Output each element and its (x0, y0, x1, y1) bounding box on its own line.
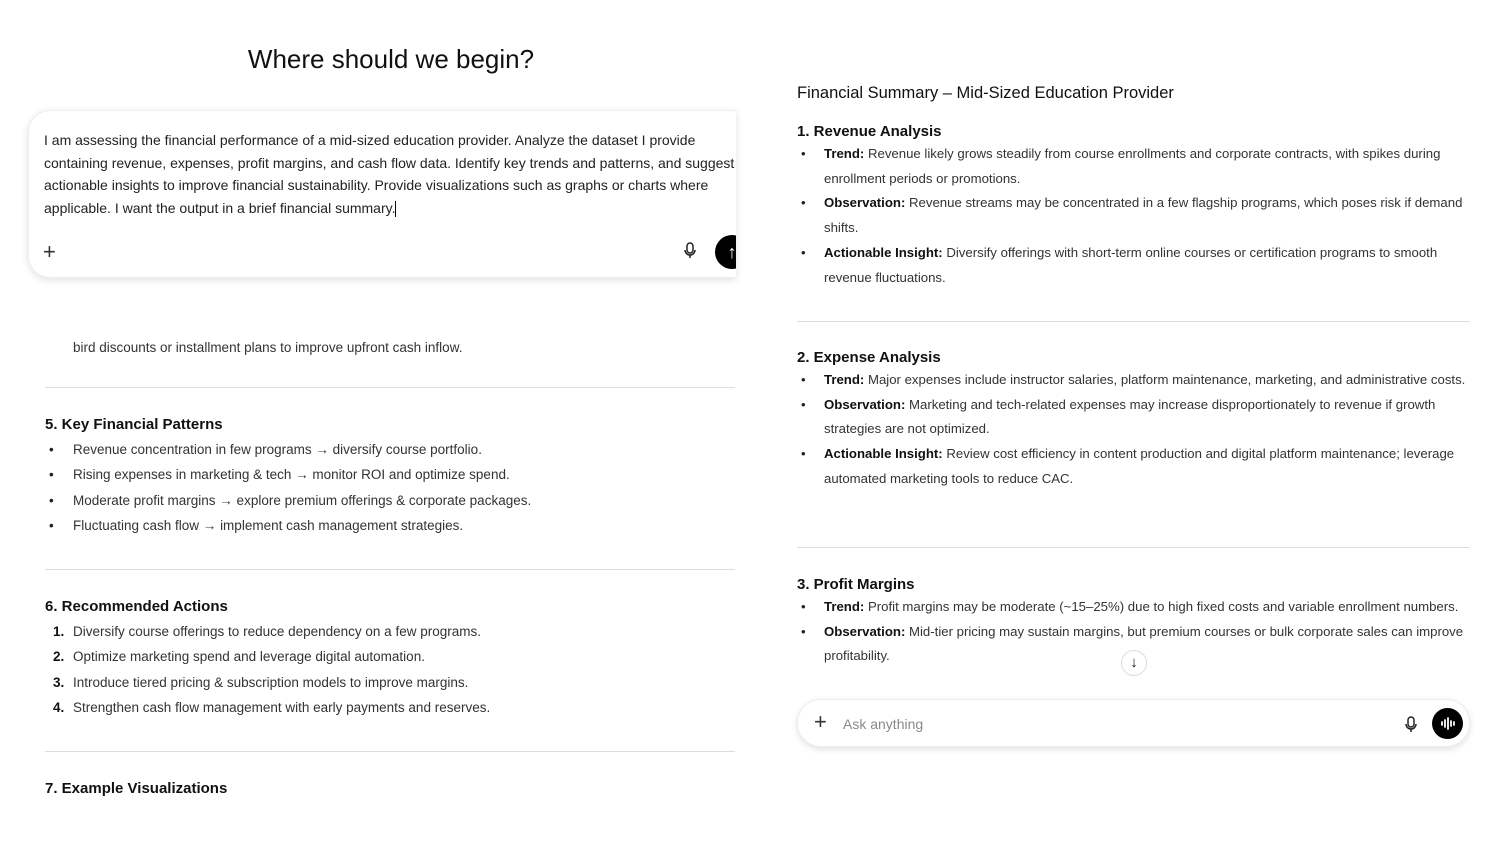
chat-input-placeholder[interactable]: Ask anything (843, 716, 924, 732)
list-item (797, 595, 1469, 620)
item-label: Observation: (824, 623, 906, 639)
list-item: • Moderate profit margins → explore premium offerings & corporate packages. (45, 488, 735, 513)
list-item: • Rising expenses in marketing & tech → monitor ROI and optimize spend. (45, 462, 735, 487)
summary-section (797, 349, 1469, 492)
scroll-down-button[interactable]: ↓ (1121, 650, 1147, 676)
item-text: Diversify offerings with short-term online courses or certification programs to smooth revenue fluctuations. (824, 244, 1438, 285)
divider (45, 387, 735, 388)
section-heading: 5. Key Financial Patterns (45, 416, 223, 433)
add-attachment-icon[interactable]: + (814, 709, 827, 734)
section-heading: 1. Revenue Analysis (797, 123, 942, 140)
partial-text: bird discounts or installment plans to improve upfront cash inflow. (73, 340, 463, 355)
section-heading: 6. Recommended Actions (45, 598, 228, 615)
list-item (797, 442, 1469, 491)
send-button[interactable]: ↑ (715, 235, 736, 269)
item-text: Marketing and tech-related expenses may increase disproportionately to revenue if growth strategies are not optimized. (824, 396, 1436, 437)
microphone-icon[interactable] (1405, 716, 1417, 738)
chat-input[interactable] (797, 699, 1470, 747)
prompt-composer[interactable] (28, 110, 736, 278)
section-heading: 7. Example Visualizations (45, 780, 228, 797)
waveform-icon (1432, 708, 1463, 739)
voice-mode-button[interactable] (1432, 708, 1463, 739)
item-number: 4. (53, 699, 65, 715)
list-item: • Revenue concentration in few programs → diversify course portfolio. (45, 437, 735, 462)
item-text: Diversify course offerings to reduce dependency on a few programs. (73, 624, 481, 639)
microphone-icon[interactable] (684, 242, 696, 264)
item-text: Revenue likely grows steadily from course enrollments and corporate contracts, with spikes during enrollment periods or promotions. (824, 146, 1441, 186)
summary-title: Financial Summary – Mid-Sized Education Provider (797, 84, 1174, 102)
item-text: Revenue streams may be concentrated in a few flagship programs, which poses risk if demand shifts. (824, 195, 1463, 236)
item-label: Actionable Insight: (824, 244, 943, 260)
divider (797, 547, 1470, 548)
section-heading: 2. Expense Analysis (797, 349, 941, 366)
list-item (45, 695, 735, 720)
item-label: Observation: (824, 195, 906, 211)
item-number: 1. (53, 624, 65, 639)
prompt-text: I am assessing the financial performance of a mid-sized education provider. Analyze the dataset I provide containing revenue, expenses, profit margins, and cash flow data. Identify key trends and patterns, and suggest actionable insights to improve financial sustainability. Provide visualizations such as graphs or charts where applicable. I want the output in a brief financial summary. (44, 132, 735, 217)
list-item (45, 670, 735, 695)
list-item (797, 368, 1469, 393)
section-heading: 3. Profit Margins (797, 576, 915, 593)
item-number: 2. (53, 649, 65, 665)
list-item (45, 619, 735, 644)
item-text: Strengthen cash flow management with early payments and reserves. (73, 699, 491, 715)
divider (45, 569, 735, 570)
item-label: Trend: (824, 599, 865, 614)
item-number: 3. (53, 674, 65, 690)
list-item (797, 191, 1469, 240)
list-item (797, 241, 1469, 290)
list-item (797, 142, 1469, 191)
list-item (797, 393, 1469, 442)
item-text: Mid-tier pricing may sustain margins, but premium courses or bulk corporate sales can improve profitability. (824, 623, 1464, 664)
section-example-visualizations (45, 780, 735, 797)
page-title: Where should we begin? (247, 44, 535, 74)
section-recommended-actions (45, 598, 735, 720)
list-item: • Fluctuating cash flow → implement cash management strategies. (45, 513, 735, 538)
item-text: Major expenses include instructor salaries, platform maintenance, marketing, and administrative costs. (864, 372, 1466, 387)
item-label: Trend: (824, 146, 865, 161)
list-item (45, 644, 735, 669)
item-label: Observation: (824, 396, 906, 412)
item-text: Review cost efficiency in content production and digital platform maintenance; leverage automated marketing tools to reduce CAC. (824, 446, 1455, 486)
prompt-input[interactable] (44, 129, 736, 220)
item-text: Optimize marketing spend and leverage digital automation. (73, 649, 425, 665)
item-label: Trend: (824, 372, 865, 387)
summary-section (797, 123, 1469, 290)
add-attachment-icon[interactable]: + (43, 239, 56, 264)
text-caret (395, 201, 396, 217)
divider (45, 751, 735, 752)
item-text: Profit margins may be moderate (~15–25%) due to high fixed costs and variable enrollment numbers. (864, 599, 1459, 614)
section-key-patterns (45, 416, 735, 538)
divider (797, 321, 1470, 322)
item-text: Introduce tiered pricing & subscription models to improve margins. (73, 674, 469, 690)
item-label: Actionable Insight: (824, 446, 943, 462)
